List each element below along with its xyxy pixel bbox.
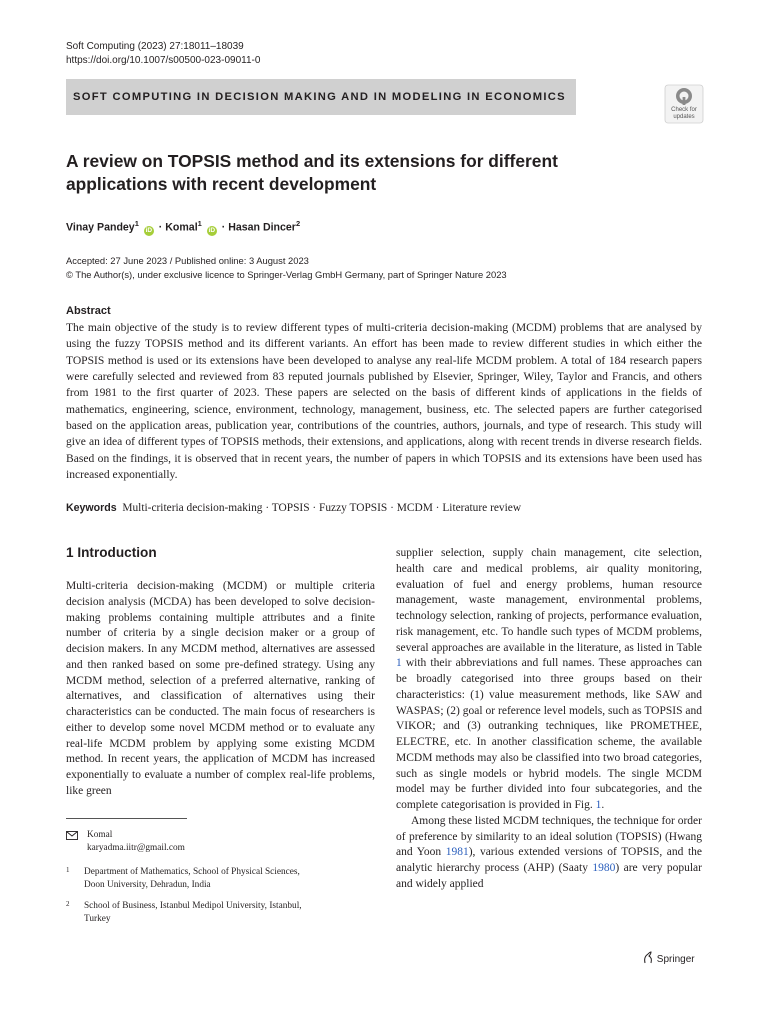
author-name[interactable]: Hasan Dincer (228, 221, 296, 234)
section-heading: 1 Introduction (66, 545, 157, 560)
affiliation-number: 1 (66, 866, 70, 874)
corresponding-author-email[interactable]: karyadma.iitr@gmail.com (87, 843, 185, 853)
paragraph-text: supplier selection, supply chain management, cite selection, health care and medical problems, air quality monitoring, evaluation of fuel and energy problems, human resource management, waste management, environmental problems, technology selection, ranking of projects, performance evaluation, risk management, etc. To handle such types of MCDM problems, several approaches are available in the literature, as listed in Table (396, 547, 702, 654)
springer-wordmark: Springer (656, 954, 695, 965)
springer-logo (642, 951, 695, 965)
figure-reference-link[interactable]: 1 (595, 799, 602, 811)
orcid-icon[interactable]: iD (208, 226, 216, 234)
author-list (66, 216, 300, 236)
affiliation-1 (66, 866, 366, 892)
publication-info (66, 254, 507, 282)
paragraph-text: ) are very popular and widely applied (396, 862, 702, 890)
author-affiliation-mark: 2 (295, 219, 301, 228)
title-line-2: applications with recent development (66, 174, 377, 194)
corresponding-author-name: Komal (87, 830, 113, 840)
envelope-icon (66, 831, 78, 840)
check-updates-line1: Check for (671, 107, 697, 113)
journal-citation: Soft Computing (2023) 27:18011–18039 (66, 41, 244, 52)
springer-horse-icon (642, 951, 654, 964)
footnote-rule (66, 818, 187, 819)
orcid-icon[interactable]: iD (145, 226, 153, 234)
author-separator: · (158, 221, 163, 234)
affiliation-line: Department of Mathematics, School of Physical Sciences, (84, 867, 300, 877)
dates-line: Accepted: 27 June 2023 / Published online: 3 August 2023 (66, 255, 309, 266)
affiliation-2 (66, 900, 366, 926)
author-separator: · (221, 221, 226, 234)
paragraph-text: with their abbreviations and full names. These approaches can be broadly categorised into three groups based on their characteristics: (1) value measurement methods, like SAW and WASPAS; (2) goal or reference level models, such as TOPSIS and VIKOR; and (3) outranking techniques, like PROMETHEE, ELECTRE, etc. In another classification scheme, the available MCDM methods may also be classified into two broad categories, such as single models or hybrid models. The single MCDM model may be further divided into four subcategories, and the complete categorisation is provided in Fig. (396, 657, 702, 811)
paragraph-text: ), various extended versions of TOPSIS, and the analytic hierarchy process (AHP) (Saaty (396, 846, 702, 874)
table-reference-link[interactable]: 1 (396, 657, 402, 670)
author-name[interactable]: Vinay Pandey (66, 221, 135, 234)
intro-paragraph-3 (396, 814, 702, 893)
title-line-1: A review on TOPSIS method and its extensions for different (66, 151, 558, 171)
affiliation-line: Doon University, Dehradun, India (84, 880, 211, 890)
author-affiliation-mark: 1 (134, 219, 139, 228)
author-affiliation-mark: 1 (197, 219, 202, 228)
paper-title (66, 150, 626, 196)
intro-paragraph-2 (396, 546, 702, 814)
author-name[interactable]: Komal (165, 221, 198, 234)
keywords-list: Multi-criteria decision-making · TOPSIS · Fuzzy TOPSIS · MCDM · Literature review (122, 502, 522, 514)
copyright-line: © The Author(s), under exclusive licence to Springer-Verlag GmbH Germany, part of Springer Nature 2023 (66, 269, 507, 280)
section-band: SOFT COMPUTING IN DECISION MAKING AND IN MODELING IN ECONOMICS (66, 79, 576, 115)
paragraph-text: Among these listed MCDM techniques, the technique for order of preference by similarity to an ideal solution (TOPSIS) (Hwang and Yoon (396, 814, 702, 859)
affiliation-line: Turkey (84, 914, 111, 924)
intro-paragraph-1: Multi-criteria decision-making (MCDM) or multiple criteria decision analysis (MCDA) has been developed to solve decision-making problems containing multiple attributes and a finite number of criteria by a single decision maker or a group of decision makers. In any MCDM method, alternatives are assessed and then ranked based on some pre-defined strategy. Using any MCDM method, selection of a preferred alternative, ranking of alternatives, and classification of alternatives using their characteristics can be conducted. The main focus of researchers is either to develop some novel MCDM method or to evaluate any real-life MCDM problem by applying some existing MCDM method. In recent years, the application of MCDM has increased exponentially to evaluate a number of complex real-life problems, like green (66, 580, 375, 797)
check-updates-line2: updates (673, 114, 695, 120)
intro-column-2 (396, 546, 702, 893)
paragraph-text: . (601, 799, 605, 811)
doi-link[interactable]: https://doi.org/10.1007/s00500-023-09011-0 (66, 55, 261, 66)
check-for-updates-badge[interactable] (664, 84, 704, 124)
citation-link[interactable]: 1981 (445, 846, 469, 859)
abstract-heading: Abstract (66, 305, 111, 317)
affiliation-number: 2 (66, 900, 70, 908)
affiliation-line: School of Business, Istanbul Medipol University, Istanbul, (84, 901, 302, 911)
citation-link[interactable]: 1980 (592, 862, 616, 874)
keywords (66, 500, 706, 516)
keywords-label: Keywords (66, 502, 117, 514)
abstract-text: The main objective of the study is to review different types of multi-criteria decision-making (MCDM) problems that are analysed by using the fuzzy TOPSIS method and its different variants. An effort has been made to review different studies in which either the TOPSIS method is used or its extensions have been developed to analyse any real-life MCDM problem. A total of 184 research papers were carefully selected and reviewed from 83 reputed journals published by Elsevier, Springer, Wiley, Taylor and Francis, and others from 1981 to the first quarter of 2023. These papers are selected on the basis of different kinds of applications in the fields of mathematics, engineering, science, environment, technology, management, business, etc. The selected papers are further categorised based on the application areas, publication year, contributions of the countries, authors, journals, and type of research. This study will give an idea of different types of TOPSIS methods, their extensions, and applications, along with recent trends in diverse research fields. Based on the findings, it is observed that in recent years, the number of papers in which TOPSIS and its extensions have been used has increased exponentially. (66, 322, 702, 482)
